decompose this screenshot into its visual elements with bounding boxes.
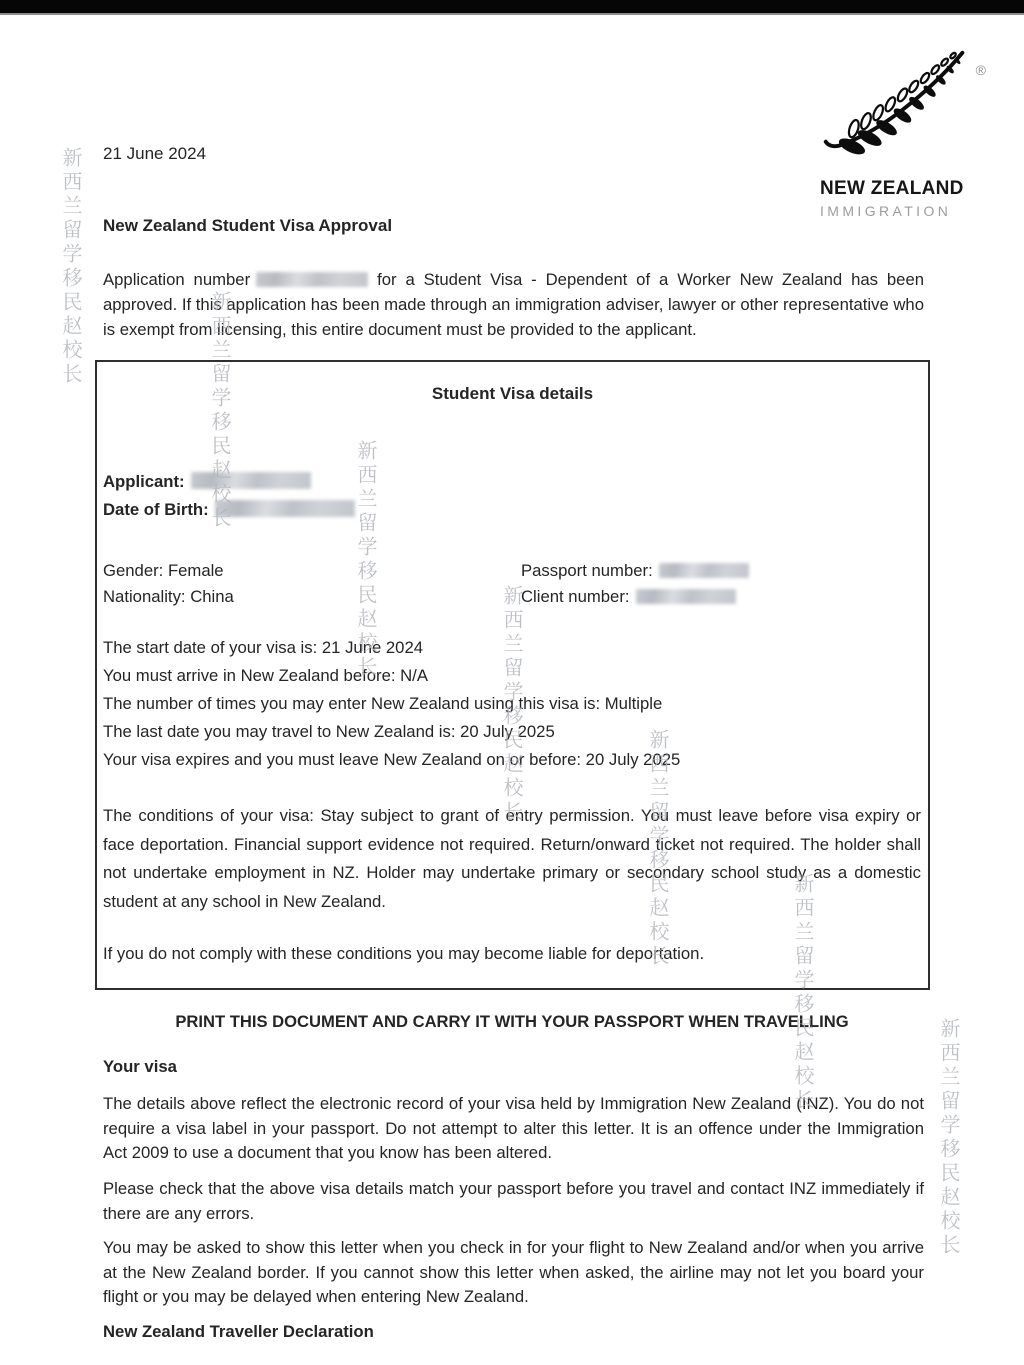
passport-row <box>521 558 749 584</box>
gender-row <box>103 558 234 584</box>
personal-details-left-column <box>103 558 234 610</box>
intro-text-after: for a Student Visa - Dependent of a Worker New Zealand has been approved. If this application has been made through an immigration adviser, lawyer or other representative who is exempt from licensing, this entire document must be provided to the applicant. <box>103 269 925 339</box>
passport-label: Passport number: <box>521 561 653 580</box>
watermark-text: 新西兰留学移民赵校长 <box>646 729 670 969</box>
gender-label: Gender: <box>103 561 164 580</box>
last-travel-date-line: The last date you may travel to New Zealand is: 20 July 2025 <box>103 722 555 741</box>
watermark-text: 新西兰留学移民赵校长 <box>354 440 378 680</box>
nationality-value: China <box>190 587 234 606</box>
top-letterbox-bar <box>0 0 1024 15</box>
entries-line: The number of times you may enter New Zealand using this visa is: Multiple <box>103 694 663 713</box>
application-number-redacted <box>256 272 368 287</box>
nationality-label: Nationality: <box>103 587 186 606</box>
visa-date-lines <box>103 634 680 774</box>
logo-division-text: IMMIGRATION <box>820 203 952 219</box>
dob-value-redacted <box>215 500 355 517</box>
visa-box-title: Student Visa details <box>431 384 594 403</box>
watermark-text: 新西兰留学移民赵校长 <box>59 147 83 387</box>
applicant-label: Applicant: <box>103 472 185 491</box>
nz-immigration-logo <box>820 50 986 219</box>
your-visa-paragraph-1: The details above reflect the electronic record of your visa held by Immigration New Zealand (INZ). You do not require a visa label in your passport. Do not attempt to alter this letter. It is an offence under the Immigration Act 2009 to use a document that you know has been altered. <box>103 1094 924 1163</box>
passport-value-redacted <box>659 563 749 578</box>
watermark-text: 新西兰留学移民赵校长 <box>937 1018 961 1258</box>
applicant-value-redacted <box>191 472 311 489</box>
watermark-text: 新西兰留学移民赵校长 <box>791 873 815 1113</box>
intro-paragraph <box>103 267 924 342</box>
logo-brand-text: NEW ZEALAND <box>820 178 964 199</box>
print-notice: PRINT THIS DOCUMENT AND CARRY IT WITH YOUR PASSPORT WHEN TRAVELLING <box>175 1012 849 1031</box>
traveller-declaration-heading: New Zealand Traveller Declaration <box>103 1322 374 1341</box>
your-visa-paragraph-2: Please check that the above visa details match your passport before you travel and contact INZ immediately if there are any errors. <box>103 1179 924 1223</box>
arrive-before-line: You must arrive in New Zealand before: N/A <box>103 666 428 685</box>
student-visa-details-box <box>95 360 930 990</box>
your-visa-paragraph-3: You may be asked to show this letter when you check in for your flight to New Zealand and/or when you arrive at the New Zealand border. If you cannot show this letter when asked, the airline may not let you board your flight or you may be delayed when entering New Zealand. <box>103 1238 924 1307</box>
gender-value: Female <box>167 561 224 580</box>
client-label: Client number: <box>521 587 630 606</box>
letter-date: 21 June 2024 <box>103 144 207 163</box>
applicant-row <box>103 472 311 492</box>
watermark-text: 新西兰留学移民赵校长 <box>208 291 232 531</box>
dob-label: Date of Birth: <box>103 500 209 519</box>
date-of-birth-row <box>103 500 355 520</box>
your-visa-heading: Your visa <box>103 1057 177 1076</box>
registered-trademark-icon: ® <box>975 62 986 78</box>
letter-title: New Zealand Student Visa Approval <box>103 216 393 235</box>
silver-fern-icon <box>820 152 970 171</box>
intro-text-before: Application number <box>103 269 251 289</box>
deportation-warning: If you do not comply with these conditions you may become liable for deportation. <box>103 944 705 963</box>
nationality-row <box>103 584 234 610</box>
watermark-text: 新西兰留学移民赵校长 <box>500 585 524 825</box>
visa-conditions-paragraph: The conditions of your visa: Stay subject to grant of entry permission. You must leave before visa expiry or face deportation. Financial support evidence not required. Return/onward ticket not required. The holder shall not undertake employment in NZ. Holder may undertake primary or secondary school study as a domestic student at any school in New Zealand. <box>103 806 921 911</box>
personal-details-right-column <box>521 558 749 610</box>
client-row <box>521 584 749 610</box>
client-value-redacted <box>636 589 736 604</box>
visa-start-line: The start date of your visa is: 21 June 2024 <box>103 638 424 657</box>
expiry-line: Your visa expires and you must leave New Zealand on or before: 20 July 2025 <box>103 750 681 769</box>
